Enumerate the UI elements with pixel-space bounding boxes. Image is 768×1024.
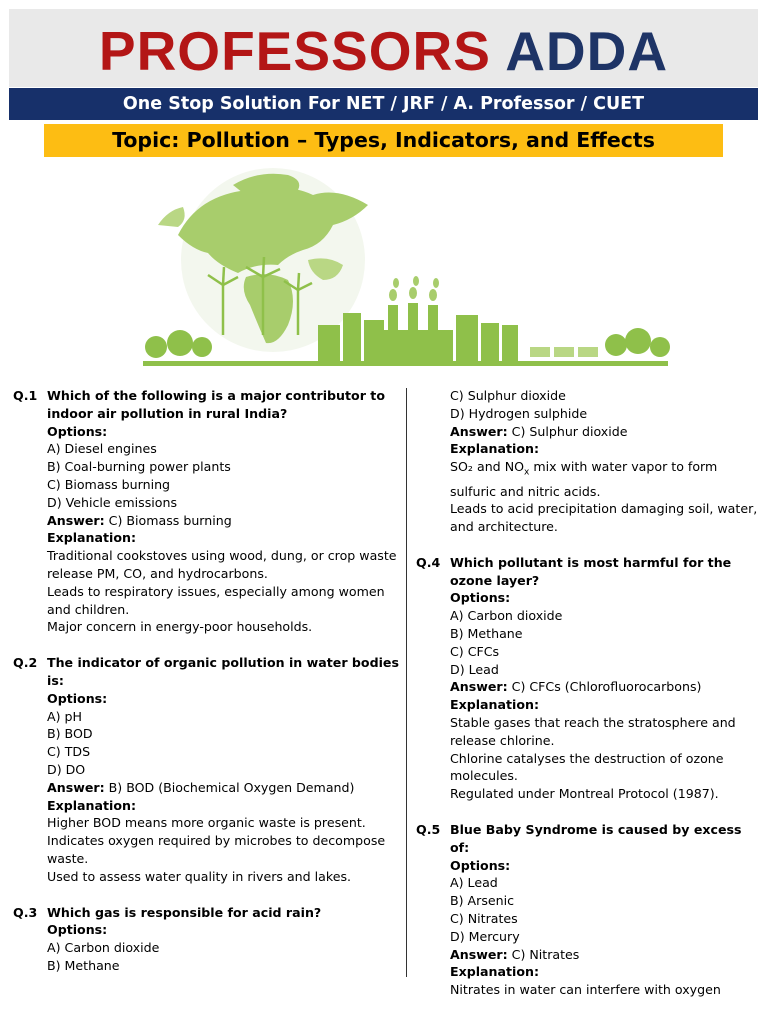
options-label: Options: (47, 423, 108, 439)
answer-line (47, 779, 399, 797)
option: A) Diesel engines (47, 441, 157, 457)
formula-rest: mix with water vapor to form sulfuric and nitric acids. (450, 459, 718, 499)
question-number: Q.2 (13, 655, 38, 671)
answer-label: Answer: (47, 779, 105, 795)
explanation-line: Higher BOD means more organic waste is present. (47, 815, 366, 831)
option: B) Methane (450, 626, 523, 642)
explanation-label: Explanation: (450, 697, 540, 713)
question-text: The indicator of organic pollution in water bodies is: (47, 655, 399, 688)
question-text: Which pollutant is most harmful for the ozone layer? (450, 554, 732, 588)
explanation-line (450, 458, 762, 500)
option: D) Lead (450, 661, 499, 677)
options-label: Options: (47, 922, 108, 938)
question-text: Which of the following is a major contributor to indoor air pollution in rural India? (47, 388, 385, 421)
option: D) Mercury (450, 928, 520, 944)
brand-part1: PROFESSORS (98, 20, 491, 82)
question-text: Which gas is responsible for acid rain? (47, 904, 322, 920)
brand-part2: ADDA (505, 20, 669, 82)
question-5 (416, 821, 762, 999)
option: B) Methane (47, 957, 120, 973)
formula-x: x (524, 467, 530, 478)
option: C) CFCs (450, 643, 500, 659)
option: A) Carbon dioxide (47, 940, 160, 956)
explanation-line: Nitrates in water can interfere with oxygen (450, 982, 721, 998)
option: B) Coal-burning power plants (47, 459, 231, 475)
question-4 (416, 554, 762, 803)
explanation-line: Leads to acid precipitation damaging soil, water, and architecture. (450, 501, 758, 535)
answer-value: C) Sulphur dioxide (511, 423, 628, 439)
answer-label: Answer: (450, 946, 508, 962)
option: C) TDS (47, 744, 91, 760)
answer-label: Answer: (450, 423, 508, 439)
explanation-label: Explanation: (450, 441, 540, 457)
explanation-line: Traditional cookstoves using wood, dung, or crop waste release PM, CO, and hydrocarbons. (47, 548, 397, 581)
option: D) DO (47, 761, 86, 777)
explanation-line: Chlorine catalyses the destruction of ozone molecules. (450, 750, 724, 784)
explanation-line: Major concern in energy-poor households. (47, 619, 313, 635)
answer-value: C) Biomass burning (108, 512, 232, 528)
options-label: Options: (47, 690, 108, 706)
question-number: Q.4 (416, 554, 441, 570)
right-column (416, 387, 762, 1017)
explanation-label: Explanation: (450, 964, 540, 980)
question-1 (13, 387, 399, 636)
answer-line (450, 423, 762, 441)
answer-line (450, 946, 762, 964)
option: C) Nitrates (450, 911, 518, 927)
question-number: Q.5 (416, 822, 441, 838)
answer-value: C) Nitrates (511, 946, 580, 962)
option: D) Vehicle emissions (47, 494, 178, 510)
answer-value: B) BOD (Biochemical Oxygen Demand) (108, 779, 355, 795)
left-column (13, 387, 399, 993)
question-3-continued (416, 387, 762, 536)
topic-title: Topic: Pollution – Types, Indicators, and Effects (44, 124, 723, 157)
formula-and: and (476, 459, 501, 475)
options-label: Options: (450, 857, 511, 873)
options-label: Options: (450, 590, 511, 606)
option: D) Hydrogen sulphide (450, 405, 588, 421)
option: C) Sulphur dioxide (450, 388, 566, 403)
answer-line (47, 512, 399, 530)
explanation-label: Explanation: (47, 530, 137, 546)
answer-label: Answer: (47, 512, 105, 528)
globe-city-green-energy-illustration (138, 165, 673, 375)
tagline: One Stop Solution For NET / JRF / A. Professor / CUET (9, 88, 758, 120)
formula-no: NO (504, 459, 525, 475)
option: B) BOD (47, 726, 93, 742)
option: A) pH (47, 708, 82, 724)
option: A) Lead (450, 875, 498, 891)
question-2 (13, 654, 399, 885)
question-number: Q.3 (13, 904, 38, 920)
explanation-label: Explanation: (47, 797, 137, 813)
column-divider (406, 388, 407, 977)
option: C) Biomass burning (47, 476, 171, 492)
question-number: Q.1 (13, 388, 38, 403)
explanation-line: Indicates oxygen required by microbes to decompose waste. (47, 833, 386, 866)
question-3 (13, 904, 399, 975)
brand-logo (9, 21, 758, 81)
option: B) Arsenic (450, 893, 515, 909)
header-banner (9, 9, 758, 87)
globe-icon (138, 165, 673, 375)
answer-value: C) CFCs (Chlorofluorocarbons) (511, 679, 702, 695)
answer-label: Answer: (450, 679, 508, 695)
explanation-line: Regulated under Montreal Protocol (1987). (450, 786, 719, 802)
formula-so2: SO₂ (450, 459, 473, 475)
explanation-line: Leads to respiratory issues, especially among women and children. (47, 583, 385, 617)
question-text: Blue Baby Syndrome is caused by excess of: (450, 822, 742, 855)
explanation-line: Stable gases that reach the stratosphere and release chlorine. (450, 715, 736, 748)
option: A) Carbon dioxide (450, 608, 563, 624)
answer-line (450, 678, 762, 696)
explanation-line: Used to assess water quality in rivers and lakes. (47, 868, 352, 884)
